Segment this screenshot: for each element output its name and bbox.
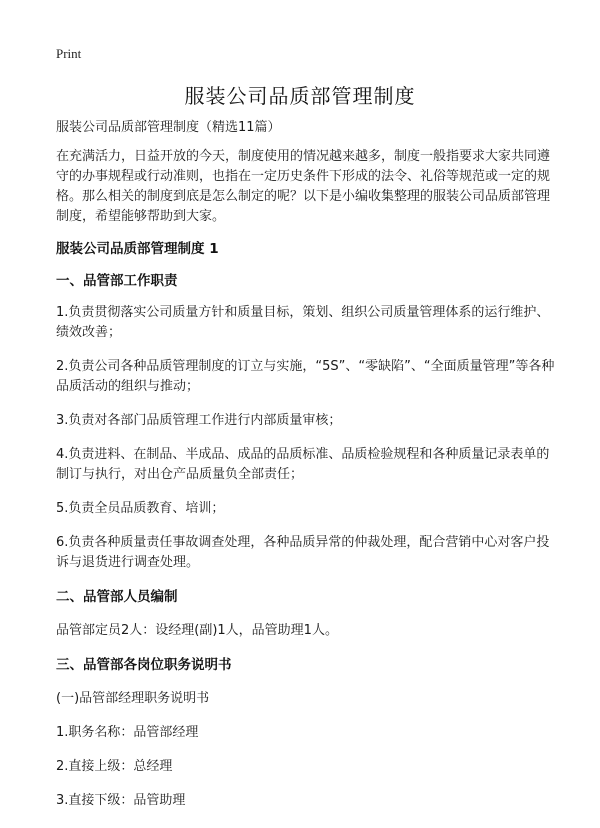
- document-body: [56, 118, 556, 811]
- heading-duties: 一、品管部工作职责: [56, 273, 178, 289]
- duty-item: 1.负责贯彻落实公司质量方针和质量目标，策划、组织公司质量管理体系的运行维护、绩效改善；: [56, 305, 550, 340]
- document-subtitle: 服装公司品质部管理制度（精选11篇）: [56, 120, 281, 135]
- heading-job-descriptions: 三、品管部各岗位职务说明书: [56, 657, 232, 673]
- duty-item: 2.负责公司各种品质管理制度的订立与实施，“5S”、“零缺陷”、“全面质量管理”等各种品质活动的组织与推动；: [56, 359, 555, 394]
- section-title: 服装公司品质部管理制度 1: [56, 241, 219, 257]
- job-item: 1.职务名称：品管部经理: [56, 725, 199, 740]
- print-label: Print: [56, 46, 82, 61]
- duty-item: 4.负责进料、在制品、半成品、成品的品质标准、品质检验规程和各种质量记录表单的制订与执行，对出仓产品质量负全部责任；: [56, 447, 550, 482]
- heading-staffing: 二、品管部人员编制: [56, 589, 178, 605]
- intro-paragraph: 在充满活力，日益开放的今天，制度使用的情况越来越多，制度一般指要求大家共同遵守的办事规程或行动准则，也指在一定历史条件下形成的法令、礼俗等规范或一定的规格。那么相关的制度到底是怎么制定的呢？以下是小编收集整理的服装公司品质部管理制度，希望能够帮助到大家。: [56, 149, 551, 224]
- job-item: 2.直接上级：总经理: [56, 759, 173, 774]
- job-item: 3.直接下级：品管助理: [56, 793, 186, 808]
- document-title: 服装公司品质部管理制度: [184, 84, 416, 108]
- duty-item: 6.负责各种质量责任事故调查处理，各种品质异常的仲裁处理，配合营销中心对客户投诉与退货进行调查处理。: [56, 535, 550, 570]
- duty-item: 5.负责全员品质教育、培训；: [56, 501, 225, 516]
- duty-item: 3.负责对各部门品质管理工作进行内部质量审核；: [56, 413, 342, 428]
- staffing-paragraph: 品管部定员2人：设经理(副)1人，品管助理1人。: [56, 623, 338, 638]
- subheading-manager: (一)品管部经理职务说明书: [56, 691, 210, 706]
